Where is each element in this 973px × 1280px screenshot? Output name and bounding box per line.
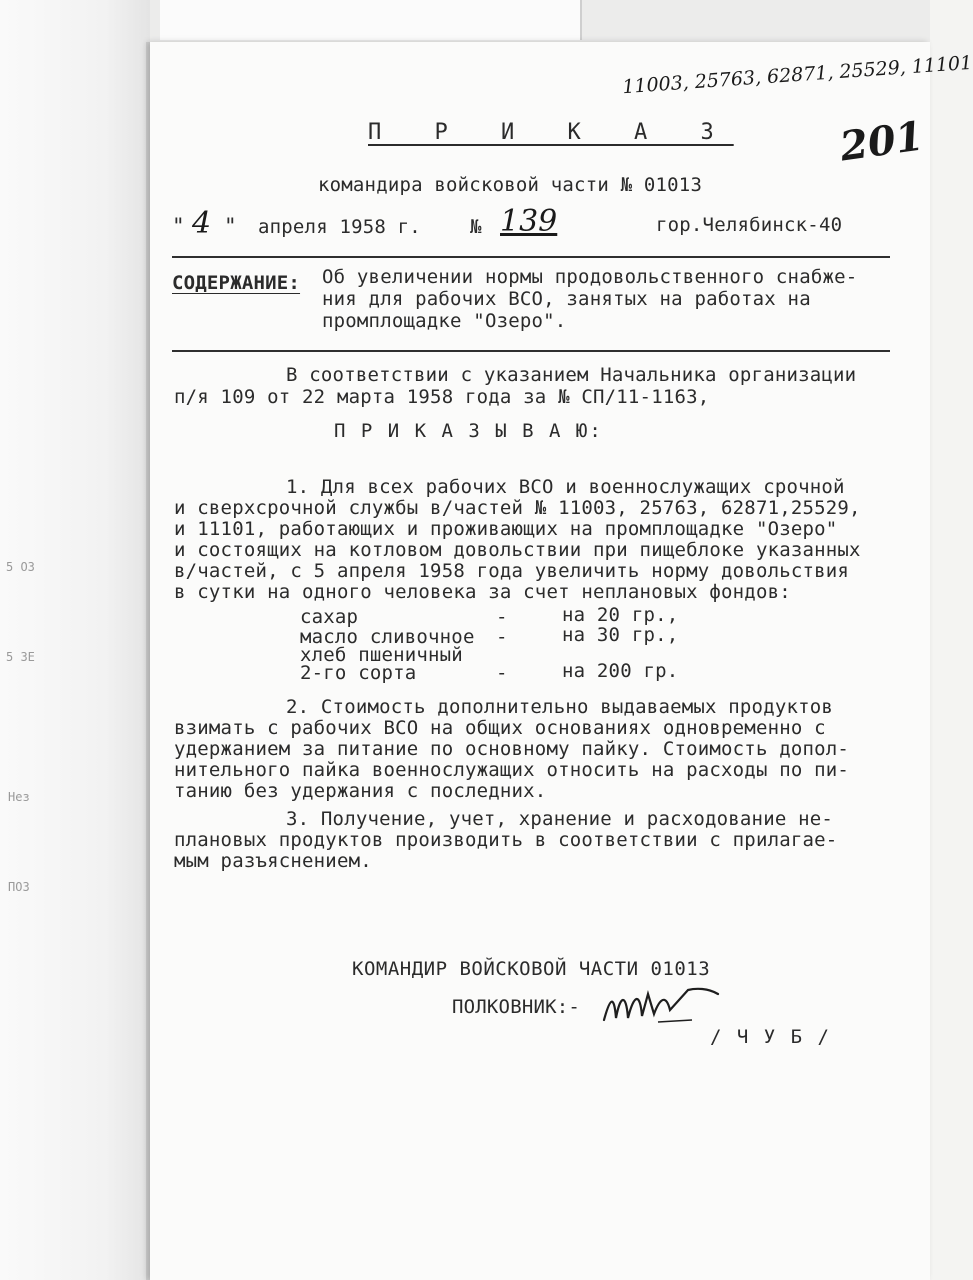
bottom-rule [172,350,890,352]
handwritten-signature [596,980,726,1032]
para1-line: и сверхсрочной службы в/частей № 11003, 25763, 62871,25529, [174,497,861,519]
top-rule [172,256,890,258]
underlying-page [0,0,150,1280]
ration-item: хлеб пшеничный [300,644,463,666]
sheet-top-edge [150,0,930,44]
para1-line: и 11101, работающих и проживающих на промплощадке "Озеро" [174,518,838,540]
order-word: П Р И К А З Ы В А Ю: [334,420,603,442]
para1-line: в сутки на одного человека за счет неплановых фондов: [174,581,791,603]
signatory-title: КОМАНДИР ВОЙСКОВОЙ ЧАСТИ 01013 [352,958,711,980]
contents-line: промплощадке "Озеро". [322,310,567,332]
para2-line: 2. Стоимость дополнительно выдаваемых продуктов [286,696,834,718]
para3-line: мым разъяснением. [174,850,372,872]
ration-amount: на 200 гр. [562,660,679,682]
ration-dash: - [496,606,508,628]
contents-line: ния для рабочих ВСО, занятых на работах на [322,288,811,310]
sheet-number: 201 [837,112,927,171]
para1-line: в/частей, с 5 апреля 1958 года увеличить норму довольствия [174,560,850,582]
para2-line: удержанием за питание по основному пайку. Стоимость допол- [174,738,850,760]
para3-line: плановых продуктов производить в соответствии с прилагае- [174,829,838,851]
stacked-sheet-tab [160,0,582,40]
order-number: 139 [500,204,558,239]
para3-line: 3. Получение, учет, хранение и расходование не- [286,808,834,830]
ration-item: 2-го сорта [300,662,417,684]
margin-fragment: Нез [8,790,30,804]
signatory-name: / Ч У Б / [710,1026,831,1048]
para2-line: танию без удержания с последних. [174,780,547,802]
ration-amount: на 30 гр., [562,624,679,646]
contents-label: СОДЕРЖАНИЕ: [172,272,301,294]
ration-amount: на 20 гр., [562,604,679,626]
signatory-rank: ПОЛКОВНИК:- [452,996,581,1018]
issuer-line: командира войсковой части № 01013 [318,174,703,196]
date-month-year: апреля 1958 г. [258,216,421,238]
margin-fragment: ПОЗ [8,880,30,894]
contents-line: Об увеличении нормы продовольственного снабже- [322,266,858,288]
para2-line: взимать с рабочих ВСО на общих основаниях одновременно с [174,717,826,739]
preamble-line: п/я 109 от 22 марта 1958 года за № СП/11-1163, [174,386,710,408]
ration-item: сахар [300,606,359,628]
margin-fragment: 5 ЗЕ [6,650,35,664]
para2-line: нительного пайка военнослужащих относить на расходы по пи- [174,759,850,781]
document-title: П Р И К А З [368,120,734,145]
para1-line: и состоящих на котловом довольствии при пищеблоке указанных [174,539,861,561]
date-day: 4 [192,206,212,241]
ration-dash: - [496,662,508,684]
order-number-prefix: № [470,216,482,238]
date-quote-close: " [224,214,237,238]
date-quote-open: " [172,214,185,238]
ration-item: масло сливочное [300,626,475,648]
archive-unit-numbers: 11003, 25763, 62871, 25529, 11101 [621,51,973,99]
para1-line: 1. Для всех рабочих ВСО и военнослужащих срочной [286,476,845,498]
margin-fragment: 5 ОЗ [6,560,35,574]
ration-dash: - [496,626,508,648]
city: гор.Челябинск-40 [656,214,843,236]
preamble-line: В соответствии с указанием Начальника организации [286,364,857,386]
